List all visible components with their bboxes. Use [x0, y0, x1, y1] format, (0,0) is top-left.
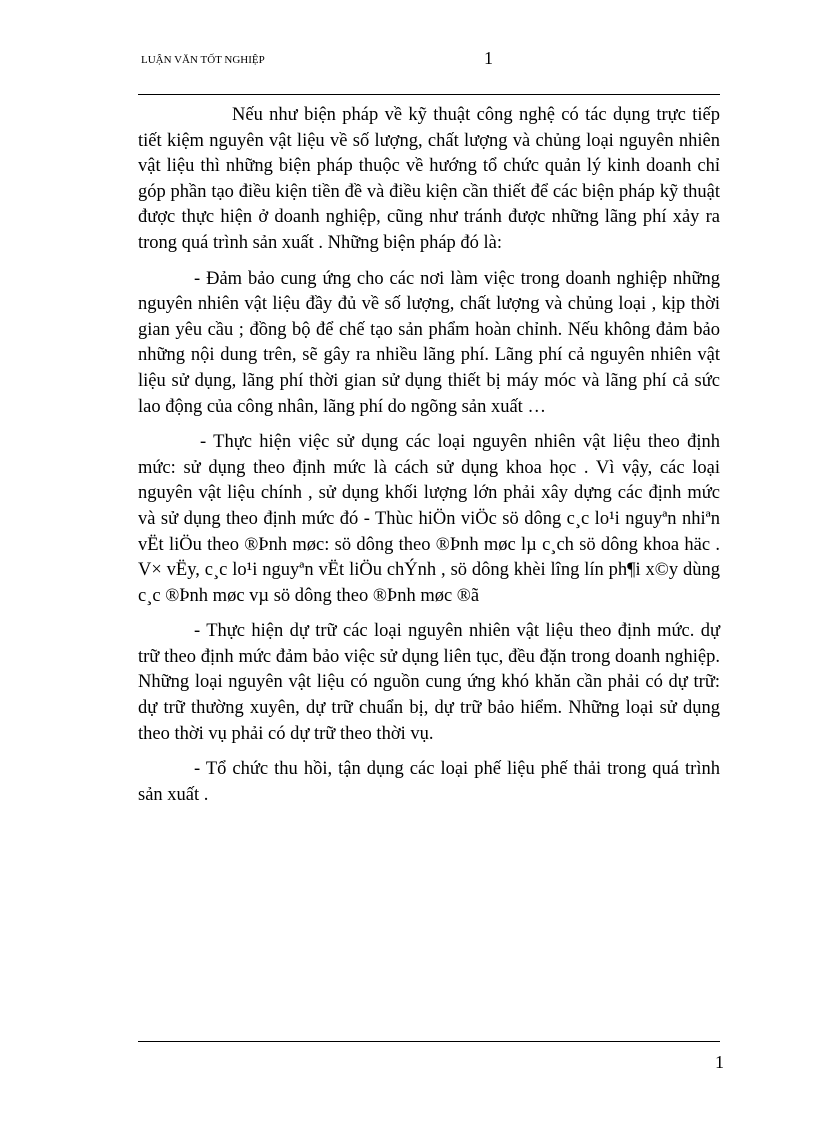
paragraph-recovery: - Tổ chức thu hồi, tận dụng các loại phế liệu phế thải trong quá trình sản xuất . — [138, 759, 720, 805]
footer-page-number: 1 — [715, 1052, 724, 1072]
paragraph-norm-usage: - Thực hiện việc sử dụng các loại nguyên nhiên vật liệu theo định mức: sử dụng theo định mức là cách sử dụng khoa học . Vì vậy, các loại nguyên vật liệu chính , sử dụng khối lượng lớn phải xây dựng các định mức và sử dụng theo định mức đó - Thùc hiÖn viÖc sö dông c¸c lo¹i nguyªn nhiªn vËt liÖu theo ®Þnh møc: sö dông theo ®Þnh møc lµ c¸ch sö dông khoa häc . V× vËy, c¸c lo¹i nguyªn vËt liÖu chÝnh , sö dông khèi lîng lín ph¶i x©y dùng c¸c ®Þnh møc vµ sö dông theo ®Þnh møc ®ã — [138, 432, 720, 606]
header-page-number: 1 — [484, 48, 493, 68]
header-divider — [138, 94, 720, 95]
running-header-title: LUẬN VĂN TỐT NGHIỆP — [141, 54, 265, 66]
paragraph-intro: Nếu như biện pháp về kỹ thuật công nghệ có tác dụng trực tiếp tiết kiệm nguyên vật liệu về số lượng, chất lượng và chủng loại nguyên nhiên vật liệu thì những biện pháp thuộc về hướng tổ chức quản lý kinh doanh chỉ góp phần tạo điều kiện tiền đề và điều kiện cần thiết để các biện pháp kỹ thuật được thực hiện ở doanh nghiệp, cũng như tránh được những lãng phí xảy ra trong quá trình sản xuất . Những biện pháp đó là: — [138, 105, 720, 253]
footer-divider — [138, 1041, 720, 1042]
body-text — [138, 103, 720, 818]
paragraph-reserve: - Thực hiện dự trữ các loại nguyên nhiên vật liệu theo định mức. dự trữ theo định mức đảm bảo việc sử dụng liên tục, đều đặn trong doanh nghiệp. Những loại nguyên vật liệu có nguồn cung ứng khó khăn cần phải có dự trữ: dự trữ thường xuyên, dự trữ chuẩn bị, dự trữ bảo hiểm. Những loại sử dụng theo thời vụ phải có dự trữ theo thời vụ. — [138, 621, 720, 744]
paragraph-supply: - Đảm bảo cung ứng cho các nơi làm việc trong doanh nghiệp những nguyên nhiên vật liệu đầy đủ về số lượng, chất lượng và chủng loại , kịp thời gian yêu cầu ; đồng bộ để chế tạo sản phẩm hoàn chỉnh. Nếu không đảm bảo những nội dung trên, sẽ gây ra nhiều lãng phí. Lãng phí cả nguyên nhiên vật liệu sử dụng, lãng phí thời gian sử dụng thiết bị máy móc và lãng phí cả sức lao động của công nhân, lãng phí do ngõng sản xuất … — [138, 268, 720, 417]
